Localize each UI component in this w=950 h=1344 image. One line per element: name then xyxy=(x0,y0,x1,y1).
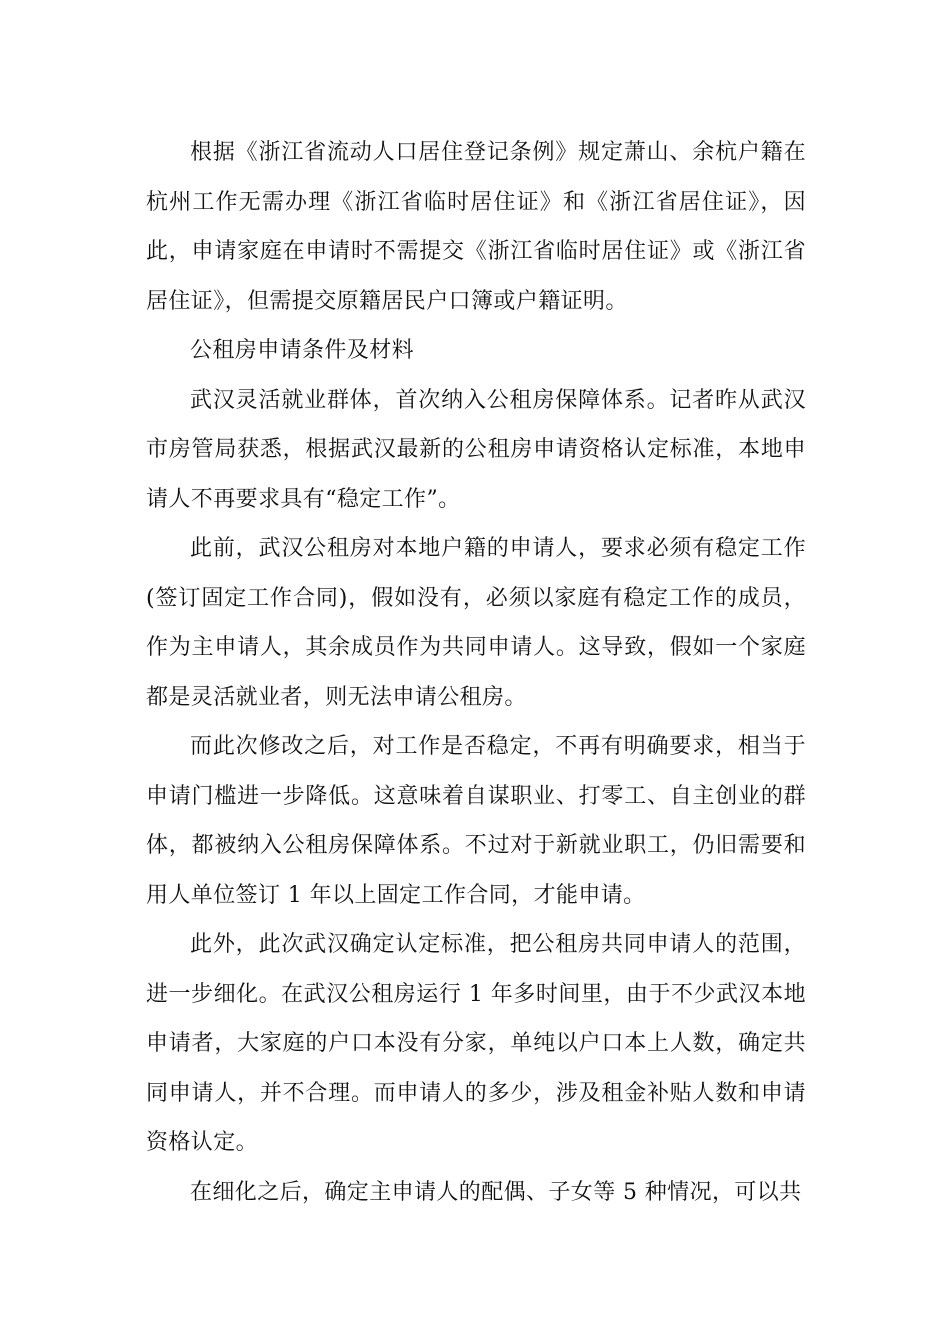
paragraph-refinement: 在细化之后，确定主申请人的配偶、子女等 5 种情况，可以共 xyxy=(190,1179,802,1205)
section-heading-public-rental: 公租房申请条件及材料 xyxy=(190,338,415,363)
paragraph-wuhan-flexible-employment: 武汉灵活就业群体，首次纳入公租房保障体系。记者昨从武汉市房管局获悉，根据武汉最新的公租房申请资格认定标准，本地申请人不再要求具有“稳定工作”。 xyxy=(146,387,806,512)
paragraph-previous-requirement: 此前，武汉公租房对本地户籍的申请人，要求必须有稳定工作(签订固定工作合同)，假如没有，必须以家庭有稳定工作的成员，作为主申请人，其余成员作为共同申请人。这导致，假如一个家庭都是灵活就业者，则无法申请公租房。 xyxy=(146,536,806,710)
paragraph-co-applicant-scope: 此外，此次武汉确定认定标准，把公租房共同申请人的范围，进一步细化。在武汉公租房运行 1 年多时间里，由于不少武汉本地申请者，大家庭的户口本没有分家，单纯以户口本上人数，确定共同申请人，并不合理。而申请人的多少，涉及租金补贴人数和申请资格认定。 xyxy=(146,932,806,1155)
paragraph-residence-permit: 根据《浙江省流动人口居住登记条例》规定萧山、余杭户籍在杭州工作无需办理《浙江省临时居住证》和《浙江省居住证》，因此，申请家庭在申请时不需提交《浙江省临时居住证》或《浙江省居住证》，但需提交原籍居民户口簿或户籍证明。 xyxy=(146,140,806,314)
document-body xyxy=(146,128,806,1217)
paragraph-after-revision: 而此次修改之后，对工作是否稳定，不再有明确要求，相当于申请门槛进一步降低。这意味着自谋职业、打零工、自主创业的群体，都被纳入公租房保障体系。不过对于新就业职工，仍旧需要和用人单位签订 1 年以上固定工作合同，才能申请。 xyxy=(146,734,806,908)
